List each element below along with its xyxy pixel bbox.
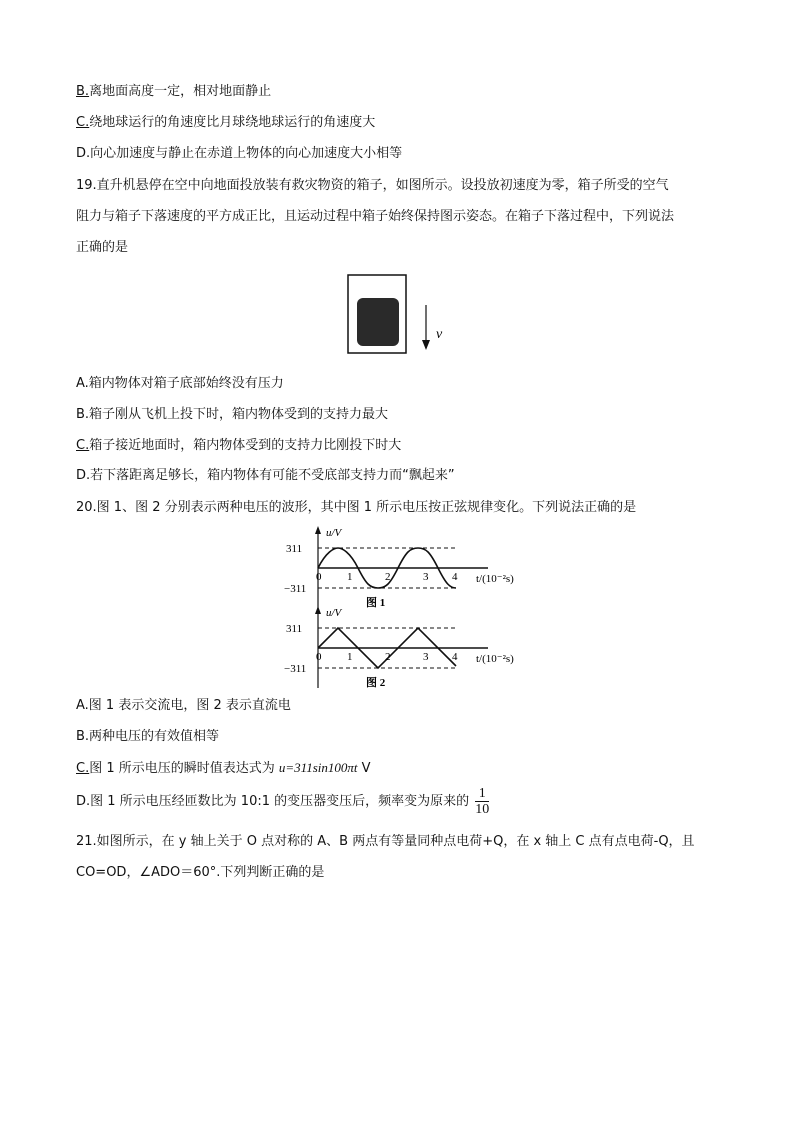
q20-option-c-unit: V — [357, 761, 371, 776]
q20-option-d-fraction — [475, 786, 489, 817]
q19-stem-line-2: 阻力与箱子下落速度的平方成正比，且运动过程中箱子始终保持图示姿态。在箱子下落过程中，下列说法 — [76, 209, 675, 224]
figure-1-sine-graph — [278, 524, 528, 614]
fig2-xtick-4: 4 — [452, 651, 458, 663]
fig2-caption: 图 2 — [366, 677, 386, 689]
q19-option-c-letter: C. — [76, 438, 90, 453]
box-figure — [340, 270, 460, 360]
fig1-xtick-3: 3 — [423, 571, 429, 583]
fig2-ymin-label: −311 — [284, 663, 307, 675]
q20-option-c — [76, 759, 371, 778]
q20-option-a: A.图 1 表示交流电，图 2 表示直流电 — [76, 698, 291, 713]
fraction-numerator: 1 — [475, 786, 489, 802]
fig1-y-arrow — [315, 526, 321, 534]
fraction-denominator: 10 — [475, 802, 490, 817]
fig1-caption: 图 1 — [366, 597, 386, 609]
fig1-x-label: t/(10⁻²s) — [476, 573, 514, 585]
q20-option-b: B.两种电压的有效值相等 — [76, 729, 220, 744]
q20-option-c-formula: u=311sin100πt — [278, 760, 358, 775]
q19-option-c-text: 箱子接近地面时，箱内物体受到的支持力比刚投下时大 — [89, 438, 402, 453]
q20-option-d-text: D.图 1 所示电压经匝数比为 10:1 的变压器变压后，频率变为原来的 — [76, 794, 470, 809]
fig2-xtick-0: 0 — [316, 651, 322, 663]
q18-option-b-letter: B. — [76, 84, 90, 99]
fig1-ymin-label: −311 — [284, 583, 307, 595]
q19-option-c — [76, 437, 401, 455]
q19-option-d: D.若下落距离足够长，箱内物体有可能不受底部支持力而“飘起来” — [76, 468, 455, 483]
velocity-label: v — [436, 327, 443, 342]
fig2-ymax-label: 311 — [286, 623, 303, 635]
fig1-ymax-label: 311 — [286, 543, 303, 555]
q21-stem-line-2: CO=OD，∠ADO＝60°.下列判断正确的是 — [76, 865, 325, 880]
fig1-xtick-2: 2 — [385, 571, 391, 583]
q18-option-c-letter: C. — [76, 115, 90, 130]
q19-stem-line-3: 正确的是 — [76, 240, 129, 255]
q18-option-d: D.向心加速度与静止在赤道上物体的向心加速度大小相等 — [76, 146, 403, 161]
q18-option-c — [76, 114, 375, 132]
fig2-xtick-3: 3 — [423, 651, 429, 663]
q20-stem: 20.图 1、图 2 分别表示两种电压的波形，其中图 1 所示电压按正弦规律变化。下列说法正确的是 — [76, 500, 637, 515]
q21-stem-line-1: 21.如图所示，在 y 轴上关于 O 点对称的 A、B 两点有等量同种点电荷+Q，在 x 轴上 C 点有点电荷-Q，且 — [76, 834, 695, 849]
q19-option-b: B.箱子刚从飞机上投下时，箱内物体受到的支持力最大 — [76, 407, 389, 422]
q18-option-c-text: 绕地球运行的角速度比月球绕地球运行的角速度大 — [89, 115, 376, 130]
fig2-x-label: t/(10⁻²s) — [476, 653, 514, 665]
fig1-xtick-4: 4 — [452, 571, 458, 583]
q19-stem-line-1: 19.直升机悬停在空中向地面投放装有救灾物资的箱子，如图所示。设投放初速度为零，箱子所受的空气 — [76, 178, 669, 193]
fig1-y-label: u/V — [326, 527, 342, 539]
velocity-arrow-head — [422, 340, 430, 350]
q18-option-b-text: 离地面高度一定，相对地面静止 — [89, 84, 272, 99]
fig2-y-label: u/V — [326, 607, 342, 619]
fig2-y-arrow — [315, 606, 321, 614]
fig2-xtick-2: 2 — [385, 651, 391, 663]
figure-2-triangle-graph — [278, 604, 528, 694]
fig1-xtick-0: 0 — [316, 571, 322, 583]
q20-option-d — [76, 786, 489, 817]
box-contents — [357, 298, 399, 346]
q20-option-c-text: 图 1 所示电压的瞬时值表达式为 — [89, 761, 279, 776]
fig1-xtick-1: 1 — [347, 571, 353, 583]
q18-option-b — [76, 83, 271, 101]
fig2-xtick-1: 1 — [347, 651, 353, 663]
q19-option-a: A.箱内物体对箱子底部始终没有压力 — [76, 376, 284, 391]
q20-option-c-letter: C. — [76, 761, 90, 776]
